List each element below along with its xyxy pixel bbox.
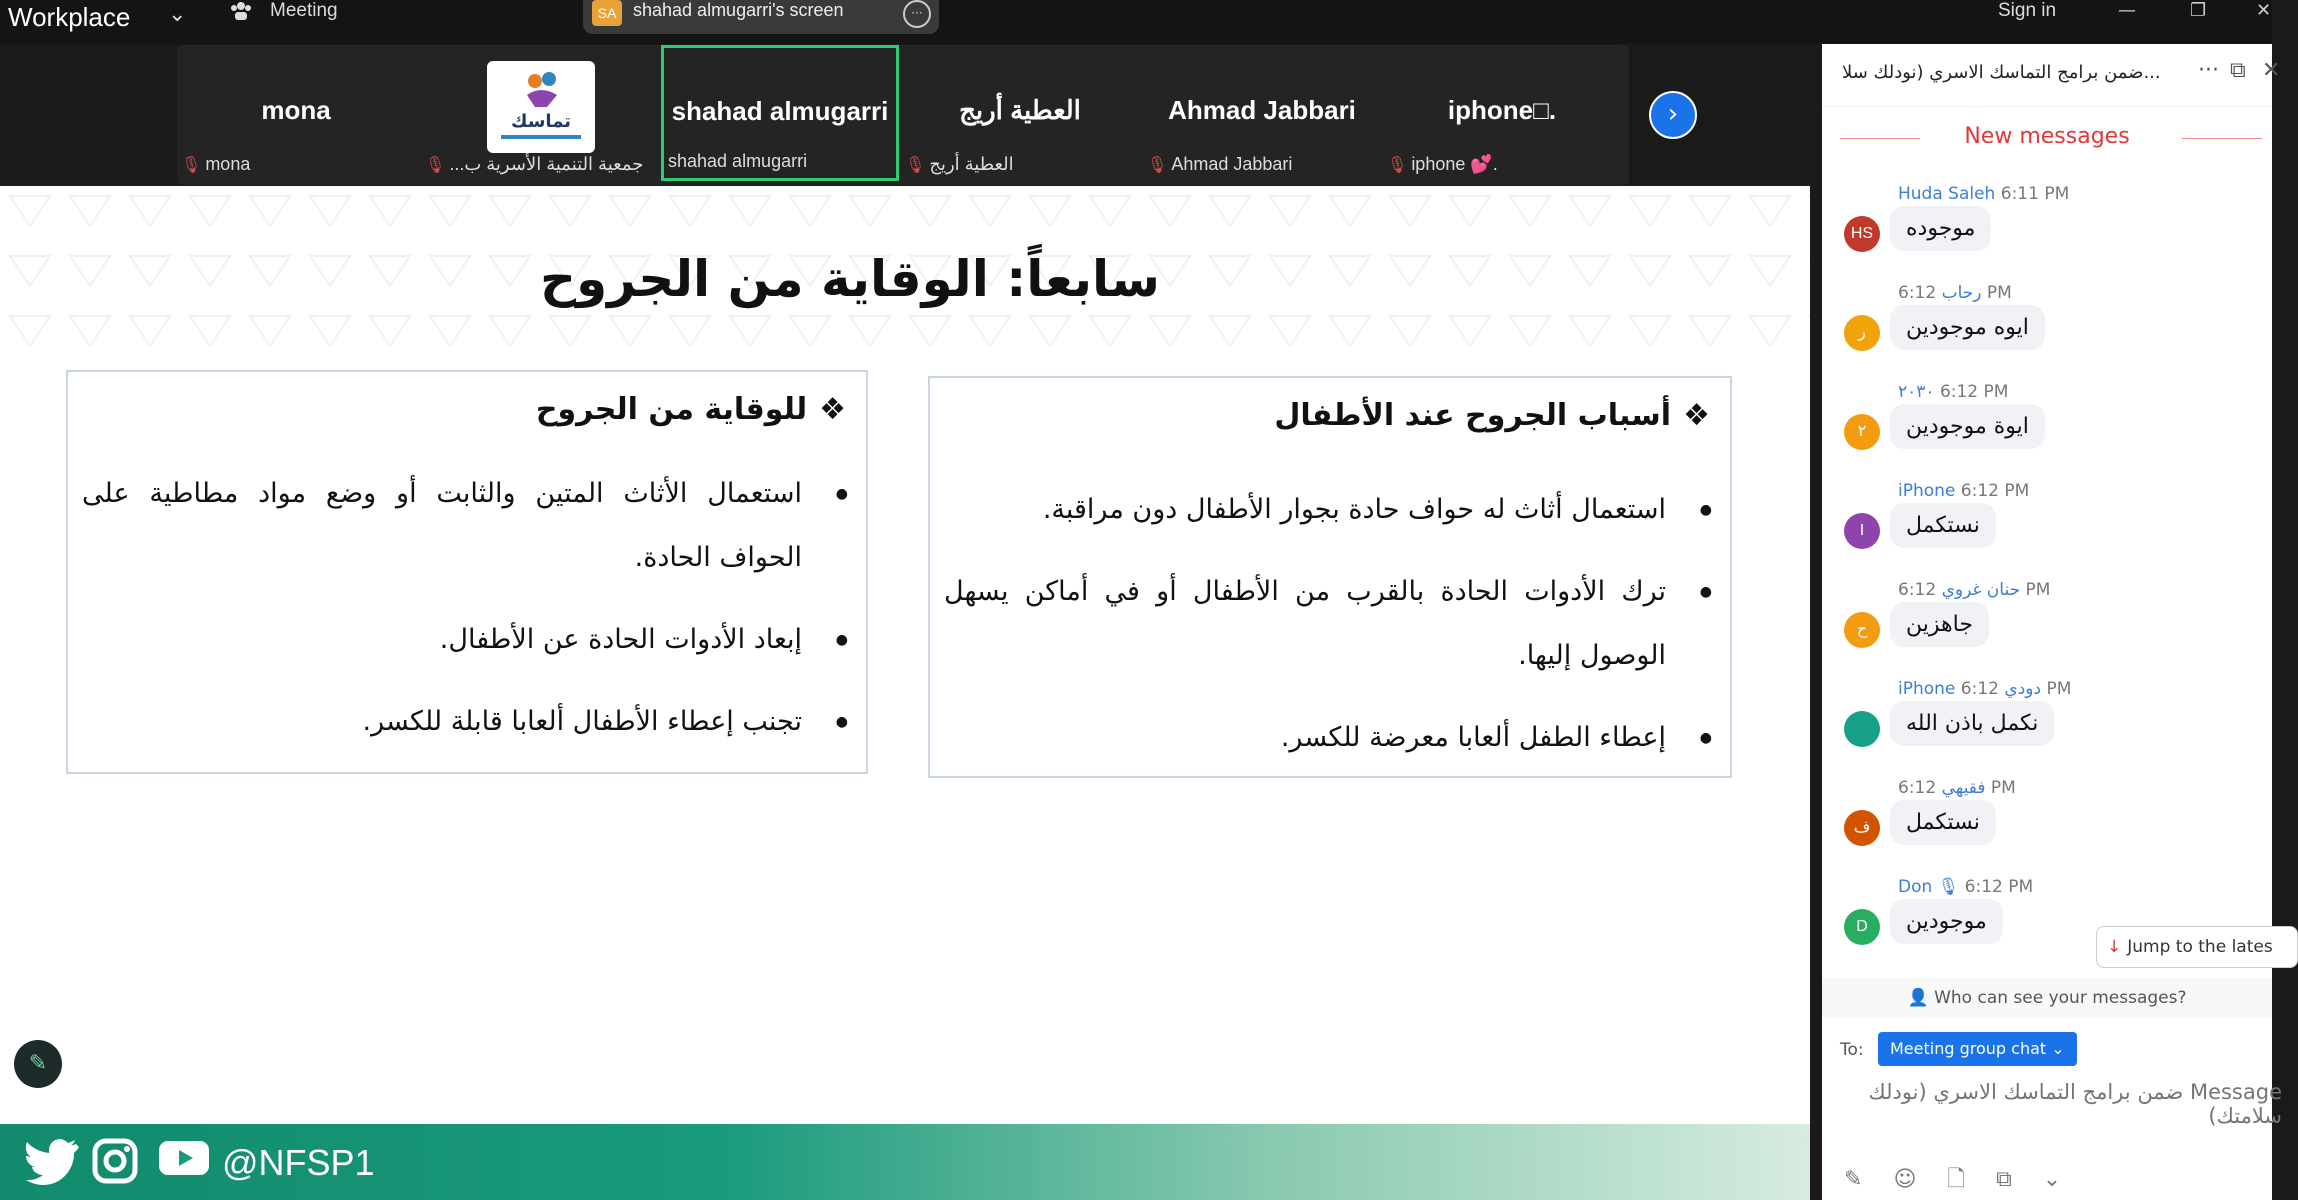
chat-message <box>1822 580 2272 670</box>
mic-off-icon: 🎙︎ <box>181 157 202 174</box>
meeting-menu[interactable]: Meeting <box>270 0 338 21</box>
chat-message <box>1822 679 2272 769</box>
avatar: HS <box>1844 216 1880 252</box>
message-meta <box>1898 778 2016 798</box>
avatar: ف <box>1844 810 1880 846</box>
chat-title: ...ضمن برامج التماسك الاسري (نودلك سلا <box>1842 62 2161 83</box>
participant-name: العطية أريج <box>959 95 1081 125</box>
causes-heading <box>1274 398 1710 433</box>
participant-name: shahad almugarri <box>671 96 889 126</box>
recipient-value: Meeting group chat <box>1890 1039 2047 1058</box>
message-bubble: نستكمل <box>1890 800 1996 845</box>
sign-in-link[interactable]: Sign in <box>1998 0 2057 21</box>
participant-tile-active[interactable] <box>661 45 899 181</box>
avatar <box>1844 711 1880 747</box>
mic-off-icon: 🎙︎ <box>1387 157 1408 174</box>
close-icon[interactable]: ✕ <box>2262 58 2281 83</box>
next-page-button[interactable]: › <box>1649 91 1697 139</box>
message-input[interactable] <box>1842 1080 2282 1150</box>
avatar: I <box>1844 513 1880 549</box>
participant-name: iphone□. <box>1447 95 1557 125</box>
mic-off-icon: 🎙︎ <box>905 157 926 174</box>
participant-strip <box>177 45 1679 185</box>
participant-tile[interactable] <box>177 45 415 181</box>
message-meta <box>1898 877 2033 897</box>
list-item: ● استعمال الأثاث المتين والثابت أو وضع مواد مطاطية على الحواف الحادة. <box>82 462 848 590</box>
emoji-icon[interactable]: ☺ <box>1893 1167 1917 1192</box>
message-meta <box>1898 679 2071 699</box>
to-label: To: <box>1840 1040 1864 1060</box>
avatar: D <box>1844 909 1880 945</box>
causes-list <box>944 478 1712 788</box>
message-meta <box>1898 481 2029 501</box>
slide-title: سابعاً: الوقاية من الجروح <box>540 250 1160 308</box>
list-item: ● ترك الأدوات الحادة بالقرب من الأطفال أو في أماكن يسهل الوصول إليها. <box>944 560 1712 688</box>
participant-label: ...جمعية التنمية الأسرية ب <box>449 154 644 174</box>
chat-message <box>1822 283 2272 373</box>
chat-message <box>1822 481 2272 571</box>
message-time: 6:12 PM <box>1960 679 2072 699</box>
avatar: ح <box>1844 612 1880 648</box>
chat-message <box>1822 778 2272 868</box>
screen-share-pill[interactable] <box>583 0 939 34</box>
close-icon[interactable]: ✕ <box>2256 0 2272 21</box>
avatar: ٢ <box>1844 414 1880 450</box>
message-meta <box>1898 184 2069 204</box>
message-meta <box>1898 382 2008 402</box>
message-meta <box>1898 283 2012 303</box>
list-item: ● إبعاد الأدوات الحادة عن الأطفال. <box>82 608 848 672</box>
message-bubble: ايوة موجودين <box>1890 404 2045 449</box>
list-item: ● استعمال أثاث له حواف حادة بجوار الأطفال دون مراقبة. <box>944 478 1712 542</box>
message-bubble: جاهزين <box>1890 602 1989 647</box>
format-icon[interactable]: ✎ <box>1844 1167 1863 1192</box>
participant-label: shahad almugarri <box>668 151 808 171</box>
participant-footer <box>181 154 250 175</box>
sender-name: iPhone <box>1898 481 1956 501</box>
avatar: ر <box>1844 315 1880 351</box>
more-options-icon[interactable]: ··· <box>2198 58 2219 83</box>
app-name: Workplace <box>8 2 131 32</box>
restore-icon[interactable]: ❐ <box>2190 0 2207 21</box>
participant-footer <box>1147 154 1292 175</box>
social-handle: @NFSP1 <box>222 1142 375 1183</box>
instagram-icon <box>92 1138 138 1194</box>
chat-panel <box>1822 44 2281 1200</box>
participant-label: mona <box>205 154 251 174</box>
file-icon[interactable]: 🗋 <box>1947 1167 1966 1192</box>
prevention-heading <box>536 392 846 427</box>
twitter-icon <box>24 1138 78 1194</box>
screenshot-icon[interactable]: ⧉ <box>1996 1167 2012 1192</box>
participant-tile[interactable] <box>901 45 1139 181</box>
mic-off-icon: 🎙︎ <box>425 157 446 174</box>
shared-slide <box>0 186 1810 1200</box>
chevron-down-icon[interactable]: ⌄ <box>2042 1167 2062 1192</box>
sender-name: فقيهي <box>1941 778 1986 798</box>
sender-name: حنان غروي <box>1941 580 2021 600</box>
participant-name: mona <box>261 95 331 125</box>
participant-name: Ahmad Jabbari <box>1168 95 1356 125</box>
heading-text: أسباب الجروح عند الأطفال <box>1274 398 1672 433</box>
sharer-avatar: SA <box>592 0 622 26</box>
participant-tile[interactable] <box>1143 45 1381 181</box>
divider <box>2182 138 2262 139</box>
popout-icon[interactable]: ⧉ <box>2230 58 2246 83</box>
list-item: ● إعطاء الطفل ألعابا معرضة للكسر. <box>944 706 1712 770</box>
message-time: 6:11 PM <box>2000 184 2070 204</box>
list-item: ● تجنب إعطاء الأطفال ألعابا قابلة للكسر. <box>82 690 848 754</box>
participant-label: iphone 💕. <box>1411 154 1498 174</box>
minimize-icon[interactable]: — <box>2118 0 2136 21</box>
message-meta <box>1898 580 2050 600</box>
prevention-list <box>82 462 848 772</box>
sender-name: رحاب <box>1941 283 1982 303</box>
message-bubble: موجودين <box>1890 899 2003 944</box>
message-time: 6:12 PM <box>1939 382 2009 402</box>
message-time: 6:12 PM <box>1898 580 2051 600</box>
prevention-box <box>66 370 868 774</box>
participant-footer <box>425 154 643 175</box>
heading-text: للوقاية من الجروح <box>535 392 808 427</box>
diamond-bullet-icon: ❖ <box>1683 398 1710 433</box>
slide-footer-band <box>0 1124 1810 1200</box>
chevron-down-icon: ⌄ <box>2051 1039 2065 1058</box>
chat-message <box>1822 382 2272 472</box>
arrow-down-icon: ↓ <box>2107 937 2122 957</box>
sender-name: Huda Saleh <box>1898 184 1996 204</box>
svg-text:تماسك: تماسك <box>510 111 572 132</box>
user-lock-icon: 👤 <box>1907 988 1935 1008</box>
message-bubble: ايوه موجودين <box>1890 305 2045 350</box>
message-time: 6:12 PM <box>1964 877 2034 897</box>
mic-off-icon: 🎙︎ <box>1147 157 1168 174</box>
message-time: 6:12 PM <box>1898 283 2012 303</box>
new-messages-divider: New messages <box>1964 124 2130 149</box>
association-logo <box>487 61 595 153</box>
chat-header <box>1822 44 2281 107</box>
sender-name: iPhone دودي <box>1898 679 2042 699</box>
recipient-dropdown[interactable] <box>1878 1032 2077 1066</box>
participant-footer <box>1387 154 1498 175</box>
message-bubble: نكمل باذن الله <box>1890 701 2054 746</box>
message-bubble: نستكمل <box>1890 503 1996 548</box>
participant-label: العطية أريج <box>929 154 1014 174</box>
annotate-pencil-icon[interactable]: ✎ <box>14 1040 62 1088</box>
sender-name: Don 🎙 <box>1898 877 1960 897</box>
chat-toolbar <box>1844 1162 2085 1200</box>
participant-label: Ahmad Jabbari <box>1171 154 1293 174</box>
participant-tile[interactable] <box>1383 45 1621 181</box>
causes-box <box>928 376 1732 778</box>
participant-tile[interactable] <box>421 45 659 181</box>
message-time: 6:12 PM <box>1898 778 2016 798</box>
who-can-see-label: Who can see your messages? <box>1934 988 2187 1008</box>
screen-share-label: shahad almugarri's screen <box>633 0 844 20</box>
meeting-icon <box>230 0 252 26</box>
chat-message <box>1822 184 2272 274</box>
more-options-icon[interactable]: ··· <box>903 0 931 28</box>
who-can-see-link[interactable] <box>1822 978 2272 1018</box>
diamond-bullet-icon: ❖ <box>819 392 846 427</box>
jump-label: Jump to the lates <box>2127 937 2273 957</box>
message-bubble: موجوده <box>1890 206 1991 251</box>
message-time: 6:12 PM <box>1960 481 2030 501</box>
title-bar <box>0 0 2272 44</box>
participant-footer <box>905 154 1014 175</box>
jump-to-latest-button[interactable] <box>2096 926 2298 968</box>
chevron-down-icon[interactable]: ⌄ <box>168 2 187 27</box>
youtube-icon <box>158 1138 210 1188</box>
sender-name: ٢٠٣٠ <box>1898 382 1935 402</box>
